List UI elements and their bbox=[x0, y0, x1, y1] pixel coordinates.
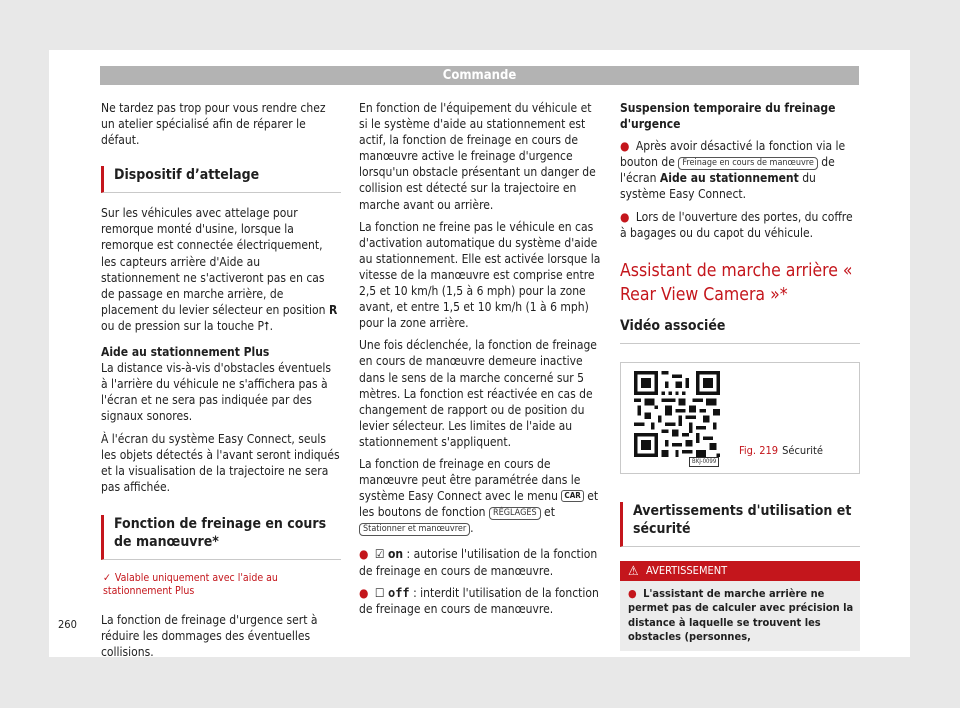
column-1 bbox=[101, 100, 341, 666]
page-header: Commande bbox=[100, 66, 859, 85]
warning-triangle-icon: ⚠ bbox=[628, 563, 639, 579]
paragraph: Sur les véhicules avec attelage pour remorque monté d'usine, lorsque la remorque est connectée électriquement, les capteurs arrière d'Aide au stationnement ne s'activeront pas en cas de passage en marche arrière, de placement du levier sélecteur en position R ou de pression sur la touche P⭡. bbox=[101, 206, 338, 333]
bullet-off: ● ☐ off : interdit l'utilisation de la fonction de freinage en cours de manœuvre. bbox=[359, 585, 599, 616]
paragraph: En fonction de l'équipement du véhicule et si le système d'aide au stationnement est actif, la fonction de freinage en cours de manœuvre active le freinage d'urgence lorsqu'un obstacle présentant un danger de collision est détecté sur la trajectoire en marche avant ou arrière. bbox=[359, 101, 596, 212]
park-key-icon: P⭡. bbox=[257, 318, 274, 333]
paragraph: Ne tardez pas trop pour vous rendre chez un atelier spécialisé afin de réparer le défaut. bbox=[101, 101, 326, 148]
paragraph: La fonction ne freine pas le véhicule en cas d'activation automatique du système d'aide au stationnement. Elle est activée lorsque la vitesse de la manœuvre est comprise entre 2,5 et 10 km/h (1,5 à 6 mph) pour la zone avant, et entre 1,5 et 10 km/h (1 à 6 mph) pour la zone arrière. bbox=[359, 219, 601, 331]
empty-box-icon: ☐ bbox=[374, 585, 385, 600]
paragraph: La fonction de freinage en cours de manœuvre peut être paramétrée dans le système Easy Connect avec le menu CAR et les boutons de fonction RÉGLAGES et Stationner et manœuvrer . bbox=[359, 456, 599, 536]
bullet: ● Lors de l'ouverture des portes, du coffre à bagages ou du capot du véhicule. bbox=[620, 209, 853, 240]
checked-box-icon: ☑ bbox=[374, 547, 385, 562]
stationner-key: Stationner et manœuvrer bbox=[359, 523, 470, 536]
page-number: 260 bbox=[58, 618, 77, 631]
paragraph: Une fois déclenchée, la fonction de freinage en cours de manœuvre demeure inactive dans le sens de la marche concerné sur 5 mètres. La fonction est réactivée en cas de changement de rapport ou de position du levier sélecteur. Les limites de l'aide au stationnement s'appliquent. bbox=[359, 338, 597, 449]
column-2 bbox=[359, 100, 601, 623]
heading-video: Vidéo associée bbox=[620, 317, 860, 344]
heading-avertissements: Avertissements d'utilisation et sécurité bbox=[620, 502, 860, 547]
warning-header: ⚠ AVERTISSEMENT bbox=[620, 561, 860, 581]
section-title: Assistant de marche arrière « Rear View Camera »* bbox=[620, 260, 853, 305]
bullet-on: ● ☑ on : autorise l'utilisation de la fonction de freinage en cours de manœuvre. bbox=[359, 547, 598, 578]
paragraph: La fonction de freinage d'urgence sert à réduire les dommages des éventuelles collisions. bbox=[101, 612, 318, 660]
column-3 bbox=[620, 100, 860, 651]
subheading-suspension: Suspension temporaire du freinage d'urgence bbox=[620, 101, 836, 132]
figure-219 bbox=[620, 362, 860, 474]
freinage-key: Freinage en cours de manœuvre bbox=[678, 157, 818, 170]
reglages-key: RÉGLAGES bbox=[489, 507, 541, 520]
qr-code-icon[interactable] bbox=[629, 371, 725, 457]
paragraph: La distance vis-à-vis d'obstacles éventuels à l'arrière du véhicule ne s'affichera pas à l'écran et ne sera pas indiquée par des signaux sonores. bbox=[101, 361, 332, 424]
figure-code: BKJ-0099 bbox=[689, 457, 719, 467]
subheading-aide: Aide au stationnement Plus bbox=[101, 345, 270, 360]
check-icon: ✓ bbox=[103, 571, 111, 584]
figure-caption: Fig. 219 Sécurité bbox=[739, 443, 823, 457]
car-key: CAR bbox=[561, 490, 583, 502]
heading-freinage: Fonction de freinage en cours de manœuvre* bbox=[101, 515, 341, 560]
paragraph: À l'écran du système Easy Connect, seuls les objets détectés à l'avant seront indiqués et la visualisation de la trajectoire ne sera pas affichée. bbox=[101, 431, 340, 494]
validity-note: ✓ Valable uniquement avec l'aide au stationnement Plus bbox=[103, 571, 278, 597]
warning-body: ● L'assistant de marche arrière ne permet pas de calculer avec précision la distance à laquelle se trouvent les obstacles (personnes, bbox=[620, 581, 860, 651]
heading-attelage: Dispositif d’attelage bbox=[101, 166, 341, 193]
bullet: ● Après avoir désactivé la fonction via le bouton de Freinage en cours de manœuvre de l'écran Aide au stationnement du système Easy Connect. bbox=[620, 139, 846, 202]
